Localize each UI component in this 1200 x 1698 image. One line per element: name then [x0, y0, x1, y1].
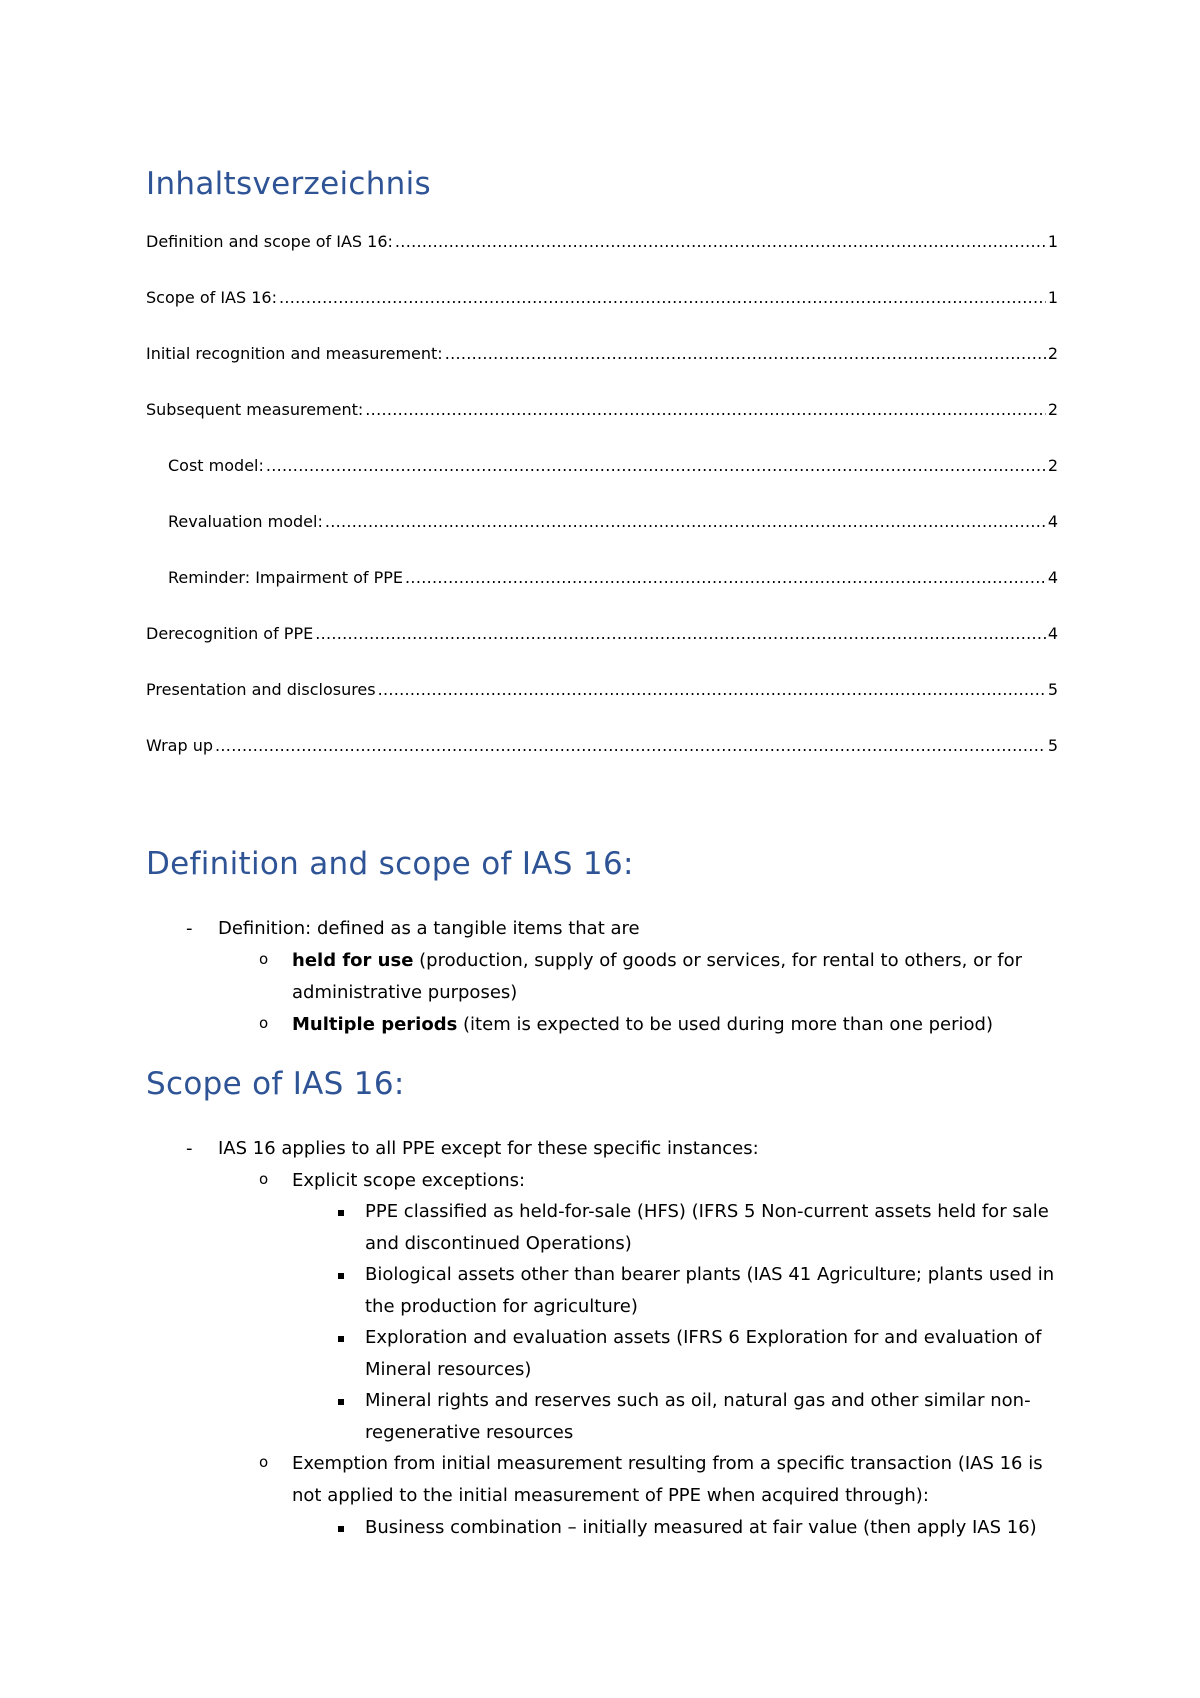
- toc-leader: [365, 400, 1046, 419]
- section-heading-definition: Definition and scope of IAS 16:: [146, 846, 634, 882]
- toc-entry-page: 4: [1047, 512, 1058, 531]
- exemption-text: Exemption from initial measurement resulting from a specific transaction (IAS 16 is: [292, 1453, 1043, 1474]
- toc-leader: [279, 288, 1046, 307]
- square-bullet-icon: [338, 1336, 344, 1342]
- square-bullet-icon: [338, 1399, 344, 1405]
- toc-entry-title: Definition and scope of IAS 16:: [146, 232, 393, 251]
- toc-leader: [405, 568, 1046, 587]
- toc-entry[interactable]: [146, 624, 1058, 680]
- square-bullet-icon: [338, 1210, 344, 1216]
- toc-entry-page: 4: [1047, 624, 1058, 643]
- toc-heading: Inhaltsverzeichnis: [146, 166, 431, 202]
- toc-subentry[interactable]: [146, 456, 1058, 512]
- circle-bullet: o: [259, 1453, 269, 1471]
- toc-leader: [325, 512, 1046, 531]
- toc-subentry[interactable]: [146, 568, 1058, 624]
- bold-term: held for use: [292, 950, 414, 971]
- toc-leader: [378, 680, 1046, 699]
- toc-entry-page: 4: [1047, 568, 1058, 587]
- business-combination-text: Business combination – initially measured at fair value (then apply IAS 16): [365, 1517, 1037, 1538]
- square-bullet-icon: [338, 1526, 344, 1532]
- toc-entry[interactable]: [146, 736, 1058, 792]
- toc-entry-title: Revaluation model:: [168, 512, 323, 531]
- held-for-use-continuation: administrative purposes): [292, 982, 518, 1003]
- toc-entry-page: 1: [1047, 232, 1058, 251]
- toc-entry-title: Initial recognition and measurement:: [146, 344, 443, 363]
- toc-entry[interactable]: [146, 288, 1058, 344]
- dash-bullet: -: [186, 1138, 193, 1159]
- exception-text-cont: Mineral resources): [365, 1359, 532, 1380]
- toc-entry-page: 5: [1047, 680, 1058, 699]
- toc-entry-page: 2: [1047, 400, 1058, 419]
- toc-entry-title: Presentation and disclosures: [146, 680, 376, 699]
- table-of-contents: [146, 232, 1058, 792]
- exception-text: Biological assets other than bearer plants (IAS 41 Agriculture; plants used in: [365, 1264, 1055, 1285]
- exception-text: Mineral rights and reserves such as oil, natural gas and other similar non-: [365, 1390, 1031, 1411]
- section-heading-scope: Scope of IAS 16:: [146, 1066, 405, 1102]
- toc-entry-page: 2: [1047, 456, 1058, 475]
- scope-intro-text: IAS 16 applies to all PPE except for these specific instances:: [218, 1138, 759, 1159]
- item-text: (production, supply of goods or services, for rental to others, or for: [413, 950, 1022, 971]
- toc-entry-page: 5: [1047, 736, 1058, 755]
- toc-entry[interactable]: [146, 232, 1058, 288]
- toc-leader: [215, 736, 1046, 755]
- toc-entry-page: 1: [1047, 288, 1058, 307]
- bold-term: Multiple periods: [292, 1014, 458, 1035]
- toc-leader: [395, 232, 1046, 251]
- toc-entry[interactable]: [146, 400, 1058, 456]
- toc-entry[interactable]: [146, 680, 1058, 736]
- dash-bullet: -: [186, 918, 193, 939]
- toc-entry-title: Wrap up: [146, 736, 214, 755]
- square-bullet-icon: [338, 1273, 344, 1279]
- circle-bullet: o: [259, 1014, 269, 1032]
- exception-text-cont: and discontinued Operations): [365, 1233, 632, 1254]
- exception-text: PPE classified as held-for-sale (HFS) (IFRS 5 Non-current assets held for sale: [365, 1201, 1049, 1222]
- exception-text-cont: regenerative resources: [365, 1422, 574, 1443]
- toc-entry[interactable]: [146, 344, 1058, 400]
- toc-leader: [266, 456, 1046, 475]
- held-for-use-line: [292, 950, 1022, 971]
- toc-entry-title: Subsequent measurement:: [146, 400, 364, 419]
- definition-text: Definition: defined as a tangible items that are: [218, 918, 640, 939]
- toc-entry-title: Cost model:: [168, 456, 264, 475]
- circle-bullet: o: [259, 950, 269, 968]
- multiple-periods-line: [292, 1014, 993, 1035]
- exemption-text-cont: not applied to the initial measurement of PPE when acquired through):: [292, 1485, 929, 1506]
- toc-leader: [315, 624, 1046, 643]
- toc-leader: [445, 344, 1046, 363]
- exception-text-cont: the production for agriculture): [365, 1296, 638, 1317]
- circle-bullet: o: [259, 1170, 269, 1188]
- item-text: (item is expected to be used during more than one period): [457, 1014, 993, 1035]
- toc-entry-title: Scope of IAS 16:: [146, 288, 277, 307]
- toc-entry-title: Reminder: Impairment of PPE: [168, 568, 404, 587]
- exception-text: Exploration and evaluation assets (IFRS 6 Exploration for and evaluation of: [365, 1327, 1042, 1348]
- toc-subentry[interactable]: [146, 512, 1058, 568]
- toc-entry-page: 2: [1047, 344, 1058, 363]
- toc-entry-title: Derecognition of PPE: [146, 624, 314, 643]
- explicit-exceptions-text: Explicit scope exceptions:: [292, 1170, 526, 1191]
